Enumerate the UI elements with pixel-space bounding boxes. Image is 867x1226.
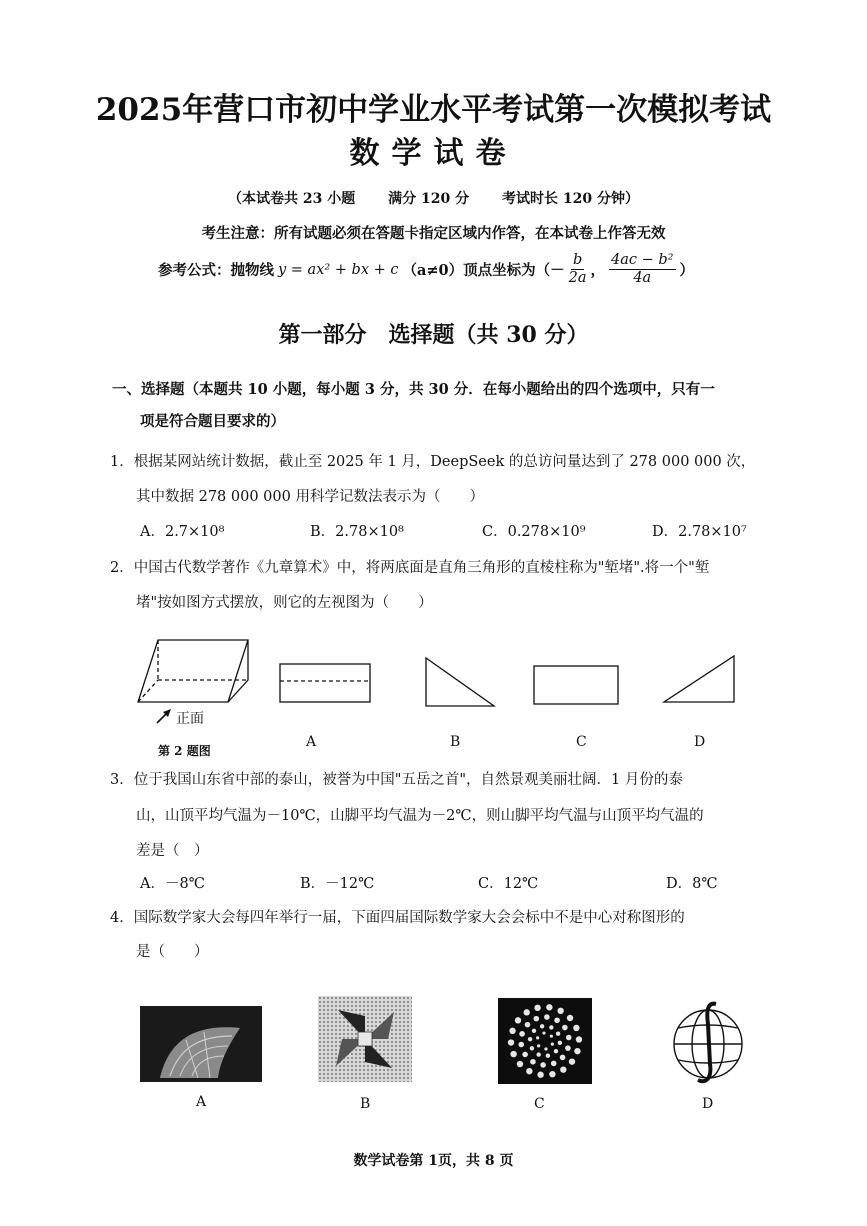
figure-caption: 第 2 题图 — [158, 744, 211, 758]
q3-option-b: B．－12℃ — [300, 876, 375, 892]
q4-label-d: D — [702, 1096, 714, 1112]
q3-option-a: A．－8℃ — [140, 876, 205, 892]
arrow-icon — [154, 706, 174, 726]
q1-line1: 1．根据某网站统计数据，截止至 2025 年 1 月，DeepSeek 的总访问量达到了 278 000 000 次， — [110, 454, 756, 470]
formula-equation: y = ax² + bx + c — [278, 261, 399, 278]
q1-option-d: D．2.78×10⁷ — [652, 524, 747, 540]
logo-c-circle-spiral-image — [498, 998, 592, 1084]
fraction-2-numerator: 4ac − b² — [611, 252, 674, 268]
q2-label-d: D — [694, 734, 706, 750]
q4-line1: 4．国际数学家大会每四年举行一届，下面四届国际数学家大会会标中不是中心对称图形的 — [110, 910, 685, 926]
q3-option-c: C．12℃ — [478, 876, 539, 892]
q4-label-c: C — [534, 1096, 545, 1112]
option-b-right-triangle — [420, 656, 500, 710]
logo-a-curved-surface-image — [140, 1006, 262, 1082]
option-a-rectangle-dashed — [278, 662, 374, 706]
q1-option-c: C．0.278×10⁹ — [482, 524, 586, 540]
part-title: 第一部分 选择题（共 30 分） — [278, 322, 589, 348]
q1-option-b: B．2.78×10⁸ — [310, 524, 404, 540]
info-score: 满分 120 分 — [388, 191, 470, 207]
formula-condition: （a≠0）顶点坐标为（－ — [402, 262, 565, 279]
q1-option-a: A．2.7×10⁸ — [140, 524, 225, 540]
formula-fraction-2 — [609, 252, 675, 287]
q3-option-d: D．8℃ — [666, 876, 718, 892]
formula-comma: ， — [590, 262, 606, 279]
exam-subtitle: 数学试卷 — [349, 136, 518, 171]
option-d-triangle — [660, 654, 740, 708]
page-footer: 数学试卷第 1页，共 8 页 — [353, 1153, 514, 1169]
fraction-2-denominator: 4a — [633, 270, 652, 286]
q2-line1: 2．中国古代数学著作《九章算术》中，将两底面是直角三角形的直棱柱称为"堑堵".将一个"堑 — [110, 560, 710, 576]
front-label: 正面 — [176, 711, 204, 727]
fraction-1-numerator: b — [572, 252, 583, 268]
exam-title: 2025年营口市初中学业水平考试第一次模拟考试 — [95, 92, 772, 128]
q3-line2: 山，山顶平均气温为－10℃，山脚平均气温为－2℃，则山脚平均气温与山顶平均气温的 — [136, 808, 704, 824]
option-c-rectangle — [532, 664, 624, 708]
logo-d-globe-integral-image — [668, 1000, 748, 1084]
q1-line2: 其中数据 278 000 000 用科学记数法表示为（ ） — [136, 489, 484, 505]
q3-line1: 3．位于我国山东省中部的泰山，被誉为中国"五岳之首"，自然景观美丽壮阔．1 月份的泰 — [110, 772, 683, 788]
q4-label-b: B — [360, 1096, 371, 1112]
info-questions: （本试卷共 23 小题 — [228, 191, 356, 207]
logo-b-pinwheel-image — [318, 996, 412, 1082]
exam-notice: 考生注意：所有试题必须在答题卡指定区域内作答，在本试卷上作答无效 — [201, 225, 666, 242]
exam-info — [0, 188, 867, 208]
q2-label-b: B — [450, 734, 461, 750]
q4-label-a: A — [196, 1094, 207, 1110]
section-heading-line2: 项是符合题目要求的） — [140, 413, 285, 430]
q2-label-a: A — [306, 734, 317, 750]
q2-line2: 堵"按如图方式摆放，则它的左视图为（ ） — [136, 595, 433, 611]
formula-suffix: ） — [679, 262, 694, 279]
formula-prefix: 参考公式：抛物线 — [158, 262, 274, 279]
prism-figure — [128, 632, 258, 716]
section-heading-line1: 一、选择题（本题共 10 小题，每小题 3 分，共 30 分．在每小题给出的四个选项中，只有一 — [112, 381, 715, 398]
formula-fraction-1 — [569, 252, 587, 287]
info-time: 考试时长 120 分钟） — [501, 191, 639, 207]
q2-label-c: C — [576, 734, 587, 750]
q4-line2: 是（ ） — [136, 944, 209, 960]
q3-line3: 差是（ ） — [136, 843, 209, 859]
reference-formula — [158, 252, 694, 287]
fraction-1-denominator: 2a — [568, 270, 587, 286]
